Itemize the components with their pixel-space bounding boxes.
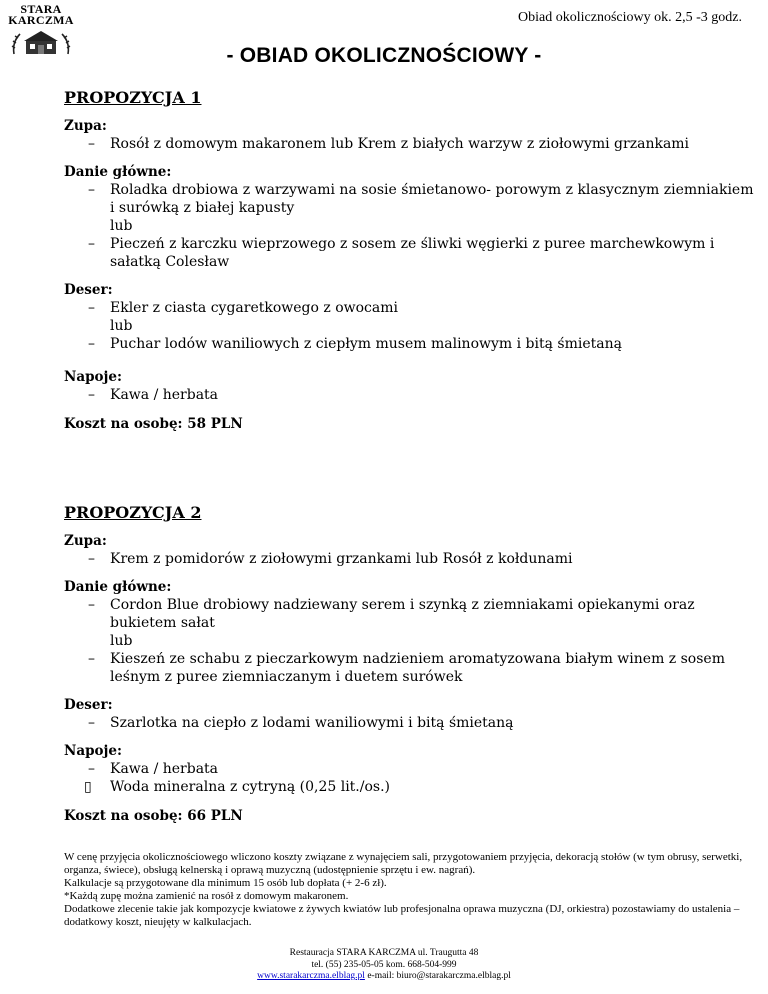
section-deser <box>64 697 754 732</box>
section-deser <box>64 282 754 353</box>
email-text: e-mail: biuro@starakarczma.elblag.pl <box>364 971 511 981</box>
section-title: Danie główne: <box>64 164 172 180</box>
page-title: - OBIAD OKOLICZNOŚCIOWY - <box>226 44 542 67</box>
section-zupa <box>64 533 754 568</box>
section-napoje <box>64 743 754 796</box>
or-separator: lub <box>110 318 133 334</box>
footer-note: *Każdą zupę można zamienić na rosół z domowym makaronem. <box>64 890 349 902</box>
logo-text-line2: KARCZMA <box>8 13 74 27</box>
section-danie <box>64 164 754 271</box>
proposition-title: PROPOZYCJA 1 <box>64 88 202 107</box>
list-item: – Roladka drobiowa z warzywami na sosie śmietanowo- porowym z klasycznym ziemniakiem i surówką z białej kapusty <box>88 182 754 216</box>
section-title: Zupa: <box>64 533 107 549</box>
section-title: Zupa: <box>64 118 107 134</box>
list-item: – Kawa / herbata <box>88 761 219 777</box>
phone-line: tel. (55) 235-05-05 kom. 668-504-999 <box>311 959 457 970</box>
list-item: – Puchar lodów waniliowych z ciepłym musem malinowym i bitą śmietaną <box>88 336 622 352</box>
list-item: – Rosół z domowym makaronem lub Krem z białych warzyw z ziołowymi grzankami <box>88 136 690 152</box>
logo-text-line1: STARA <box>20 2 62 16</box>
list-item: – Cordon Blue drobiowy nadziewany serem i szynką z ziemniakami opiekanymi oraz bukietem sałat <box>88 597 695 631</box>
list-item: – Ekler z ciasta cygaretkowego z owocami <box>88 300 398 316</box>
list-item: – Krem z pomidorów z ziołowymi grzankami lub Rosół z kołdunami <box>88 551 573 567</box>
section-title: Deser: <box>64 282 113 298</box>
section-title: Danie główne: <box>64 579 172 595</box>
restaurant-address <box>0 948 768 983</box>
price-per-person: Koszt na osobę: 66 PLN <box>64 808 243 824</box>
menu-content <box>64 88 754 825</box>
contact-line <box>0 971 768 983</box>
footer-note: Kalkulacje są przygotowane dla minimum 15 osób lub dopłata (+ 2-6 zł). <box>64 877 387 889</box>
or-separator: lub <box>110 633 133 649</box>
footer-note: Dodatkowe zlecenie takie jak kompozycje kwiatowe z żywych kwiatów lub profesjonalna oprawa muzyczna (DJ, orkiestra) pozostawiamy do ustalenia – dodatkowy koszt, nieujęty w kalkulacjach. <box>64 903 740 928</box>
section-title: Deser: <box>64 697 113 713</box>
list-item: – Szarlotka na ciepło z lodami waniliowymi i bitą śmietaną <box>88 715 514 731</box>
section-napoje <box>64 369 754 404</box>
section-title: Napoje: <box>64 743 122 759</box>
list-item: ▯ Woda mineralna z cytryną (0,25 lit./os.) <box>84 779 390 795</box>
list-item: – Kawa / herbata <box>88 387 219 403</box>
proposition-title: PROPOZYCJA 2 <box>64 503 202 522</box>
header-note: Obiad okolicznościowy ok. 2,5 -3 godz. <box>518 10 742 25</box>
footer-note: W cenę przyjęcia okolicznościowego wliczono koszty związane z wynajęciem sali, przygotowaniem przyjęcia, dekoracją stołów (w tym obrusy, serwetki, organza, świece), obsługą kelnerską i oprawą muzyczną (udostępnienie sprzętu i ew. nagrań). <box>64 851 743 876</box>
website-link[interactable]: www.starakarczma.elblag.pl <box>257 971 365 981</box>
proposition-2 <box>64 503 754 825</box>
footer-notes <box>64 851 744 929</box>
section-danie <box>64 579 754 686</box>
or-separator: lub <box>110 218 133 234</box>
proposition-1 <box>64 88 754 433</box>
price-per-person: Koszt na osobę: 58 PLN <box>64 416 243 432</box>
list-item: – Pieczeń z karczku wieprzowego z sosem ze śliwki węgierki z puree marchewkowym i sałatką Colesław <box>88 236 715 270</box>
address-line: Restauracja STARA KARCZMA ul. Traugutta 48 <box>289 948 479 958</box>
list-item: – Kieszeń ze schabu z pieczarkowym nadzieniem aromatyzowana białym winem z sosem leśnym z puree ziemniaczanym i duetem surówek <box>88 651 725 685</box>
section-zupa <box>64 118 754 153</box>
section-title: Napoje: <box>64 369 122 385</box>
